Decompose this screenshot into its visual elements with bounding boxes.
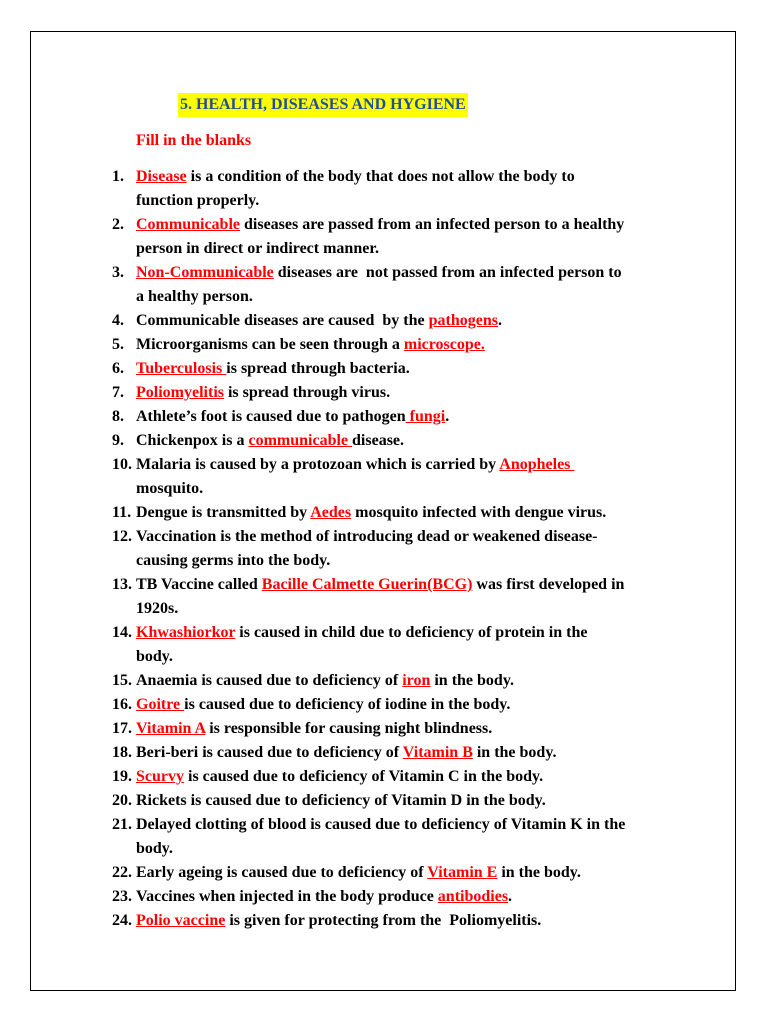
question-text: .	[445, 408, 450, 425]
item-text-line	[136, 528, 598, 546]
question-text: body.	[136, 648, 173, 665]
answer-blank: fungi	[405, 408, 446, 425]
answer-blank: Disease	[136, 168, 187, 185]
page-title: 5. HEALTH, DISEASES AND HYGIENE	[178, 93, 468, 117]
answer-blank: Tuberculosis	[136, 360, 227, 377]
item-number: 9.	[112, 432, 124, 449]
question-text: mosquito.	[136, 480, 204, 497]
list-item	[0, 432, 768, 456]
answer-blank: Vitamin A	[136, 720, 206, 737]
list-item	[0, 792, 768, 816]
item-text-line	[136, 816, 625, 834]
question-text: Dengue is transmitted by	[136, 504, 311, 521]
list-item	[0, 528, 768, 576]
question-text: Vaccination is the method of introducing dead or weakened disease-	[136, 528, 598, 545]
item-text-line	[136, 192, 259, 210]
list-item	[0, 696, 768, 720]
list-item	[0, 384, 768, 408]
item-text-line	[136, 168, 575, 186]
item-number: 11.	[112, 504, 132, 521]
question-text: was first developed in	[472, 576, 625, 593]
item-number: 14.	[112, 624, 132, 641]
item-text-line	[136, 312, 502, 330]
question-text: is spread through virus.	[223, 384, 391, 401]
question-text: is caused in child due to deficiency of protein in the	[235, 624, 588, 641]
item-number: 20.	[112, 792, 132, 809]
item-text-line	[136, 288, 253, 306]
item-text-line	[136, 216, 624, 234]
list-item	[0, 576, 768, 624]
answer-blank: Goitre	[136, 696, 185, 713]
item-text-line	[136, 768, 543, 786]
list-item	[0, 720, 768, 744]
item-text-line	[136, 360, 410, 378]
list-item	[0, 264, 768, 312]
question-text: .	[508, 888, 513, 905]
answer-blank: communicable	[248, 432, 353, 449]
item-text-line	[136, 336, 485, 354]
item-text-line	[136, 456, 574, 474]
answer-blank: microscope.	[403, 336, 485, 353]
question-text: in the body.	[430, 672, 514, 689]
list-item	[0, 168, 768, 216]
question-text: Communicable diseases are caused by the	[136, 312, 429, 329]
answer-blank: Polio vaccine	[136, 912, 226, 929]
question-text: a healthy person.	[136, 288, 253, 305]
question-text: Rickets is caused due to deficiency of Vitamin D in the body.	[136, 792, 546, 809]
item-number: 22.	[112, 864, 132, 881]
item-number: 23.	[112, 888, 132, 905]
list-item	[0, 504, 768, 528]
item-text-line	[136, 792, 546, 810]
list-item	[0, 672, 768, 696]
question-text: disease.	[352, 432, 405, 449]
question-text: Vaccines when injected in the body produce	[136, 888, 438, 905]
item-text-line	[136, 864, 581, 882]
item-number: 12.	[112, 528, 132, 545]
item-number: 10.	[112, 456, 132, 473]
question-text: function properly.	[136, 192, 260, 209]
list-item	[0, 216, 768, 264]
item-number: 17.	[112, 720, 132, 737]
item-text-line	[136, 624, 587, 642]
question-text: .	[497, 312, 502, 329]
list-item	[0, 336, 768, 360]
list-item	[0, 864, 768, 888]
item-text-line	[136, 240, 379, 258]
item-text-line	[136, 696, 510, 714]
question-text: Athlete’s foot is caused due to pathogen	[136, 408, 406, 425]
question-text: body.	[136, 840, 173, 857]
item-text-line	[136, 552, 330, 570]
item-text-line	[136, 480, 203, 498]
question-text: is caused due to deficiency of Vitamin C in the body.	[184, 768, 544, 785]
item-number: 18.	[112, 744, 132, 761]
answer-blank: Khwashiorkor	[136, 624, 236, 641]
question-text: 1920s.	[136, 600, 179, 617]
answer-blank: Poliomyelitis	[136, 384, 224, 401]
item-number: 24.	[112, 912, 132, 929]
answer-blank: Vitamin B	[402, 744, 473, 761]
question-text: Delayed clotting of blood is caused due to deficiency of Vitamin K in the	[136, 816, 626, 833]
answer-blank: Non-Communicable	[136, 264, 274, 281]
item-text-line	[136, 576, 624, 594]
question-text: Beri-beri is caused due to deficiency of	[136, 744, 403, 761]
question-text: in the body.	[497, 864, 581, 881]
item-text-line	[136, 264, 622, 282]
item-number: 1.	[112, 168, 124, 185]
item-number: 8.	[112, 408, 124, 425]
question-text: is a condition of the body that does not allow the body to	[186, 168, 575, 185]
question-text: Microorganisms can be seen through a	[136, 336, 404, 353]
item-number: 6.	[112, 360, 124, 377]
item-text-line	[136, 912, 541, 930]
item-number: 5.	[112, 336, 124, 353]
list-item	[0, 312, 768, 336]
item-text-line	[136, 384, 390, 402]
question-text: TB Vaccine called	[136, 576, 262, 593]
list-item	[0, 816, 768, 864]
list-item	[0, 888, 768, 912]
question-text: person in direct or indirect manner.	[136, 240, 379, 257]
answer-blank: Scurvy	[136, 768, 184, 785]
answer-blank: Anopheles	[499, 456, 575, 473]
section-subtitle: Fill in the blanks	[136, 132, 252, 149]
item-number: 4.	[112, 312, 124, 329]
item-text-line	[136, 888, 512, 906]
question-text: causing germs into the body.	[136, 552, 331, 569]
item-text-line	[136, 840, 173, 858]
item-text-line	[136, 720, 492, 738]
list-item	[0, 360, 768, 384]
item-text-line	[136, 504, 606, 522]
list-item	[0, 768, 768, 792]
answer-blank: pathogens	[428, 312, 498, 329]
question-text: Early ageing is caused due to deficiency of	[136, 864, 428, 881]
question-text: is responsible for causing night blindness.	[205, 720, 493, 737]
list-item	[0, 456, 768, 504]
answer-blank: Communicable	[136, 216, 240, 233]
item-number: 19.	[112, 768, 132, 785]
item-text-line	[136, 600, 178, 618]
item-number: 2.	[112, 216, 124, 233]
answer-blank: Bacille Calmette Guerin(BCG)	[261, 576, 473, 593]
question-text: is caused due to deficiency of iodine in the body.	[184, 696, 511, 713]
item-text-line	[136, 648, 173, 666]
item-number: 13.	[112, 576, 132, 593]
item-number: 7.	[112, 384, 124, 401]
item-number: 15.	[112, 672, 132, 689]
question-text: diseases are passed from an infected person to a healthy	[240, 216, 625, 233]
item-text-line	[136, 672, 514, 690]
item-text-line	[136, 744, 556, 762]
item-number: 16.	[112, 696, 132, 713]
item-number: 3.	[112, 264, 124, 281]
item-text-line	[136, 432, 404, 450]
question-text: Chickenpox is a	[136, 432, 249, 449]
answer-blank: Aedes	[310, 504, 352, 521]
item-text-line	[136, 408, 449, 426]
list-item	[0, 744, 768, 768]
question-text: in the body.	[472, 744, 557, 761]
question-text: Malaria is caused by a protozoan which is carried by	[136, 456, 500, 473]
question-text: diseases are not passed from an infected person to	[273, 264, 622, 281]
question-text: is spread through bacteria.	[226, 360, 410, 377]
question-text: is given for protecting from the Poliomyelitis.	[225, 912, 542, 929]
question-text: mosquito infected with dengue virus.	[351, 504, 607, 521]
answer-blank: antibodies	[437, 888, 509, 905]
list-item	[0, 408, 768, 432]
list-item	[0, 912, 768, 936]
answer-blank: iron	[402, 672, 431, 689]
item-number: 21.	[112, 816, 132, 833]
question-text: Anaemia is caused due to deficiency of	[136, 672, 403, 689]
list-item	[0, 624, 768, 672]
answer-blank: Vitamin E	[427, 864, 498, 881]
